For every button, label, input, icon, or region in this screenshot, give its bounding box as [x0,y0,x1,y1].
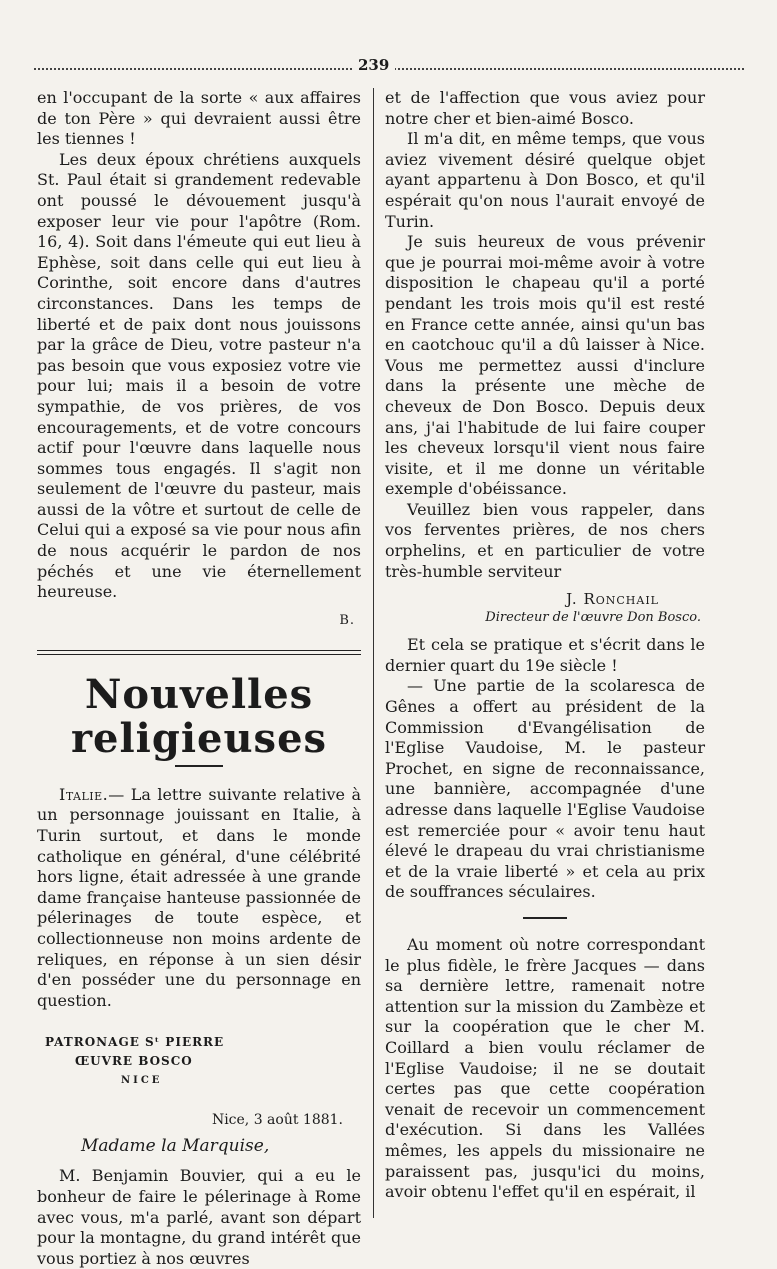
left-paragraph-3: M. Benjamin Bouvier, qui a eu le bonheur de faire le pélerinage à Rome avec vous, m'a parlé, avant son départ pour la montagne, du grand intérêt que vous portiez à nos œuvres [37,1166,361,1268]
letterhead-line-2: ŒUVRE BOSCO [75,1054,193,1069]
letter-signature-name: J. Ronchail [566,590,659,609]
letter-dateline: Nice, 3 août 1881. [211,1112,343,1129]
letterhead-line-3: NICE [121,1075,163,1087]
right-paragraph-1: et de l'affection que vous aviez pour notre cher et bien-aimé Bosco. [385,88,705,128]
letterhead [37,1033,361,1090]
letter-signature-title: Directeur de l'œuvre Don Bosco. [485,610,701,626]
section-rule-top-2 [37,654,361,655]
right-paragraph-7: Au moment où notre correspondant le plus fidèle, le frère Jacques — dans sa dernière lettre, ramenait notre attention sur la mission du Zambèze et sur la coopération que le cher M. Coillard a bien voulu réclamer de l'Eglise Vaudoise; il ne se doutait certes pas que cette coopération venait de recevoir un commencement d'exécution. Si dans les Vallées mêmes, les appels du missionaire ne paraissent pas, jusqu'ici du moins, avoir obtenu l'effet qu'il en espérait, il [385,934,705,1202]
right-paragraph-3: Je suis heureux de vous prévenir que je pourrai moi-même avoir à votre disposition le chapeau qu'il a porté pendant les trois mois qu'il est resté en France cette année, ainsi qu'un bas en caotchouc qu'il a dû laisser à Nice. Vous me permettez aussi d'inclure dans la présente une mèche de cheveux de Don Bosco. Depuis deux ans, j'ai l'habitude de lui faire couper les cheveux lorsqu'il vient nous faire visite, et il me donne un véritable exemple d'obéissance. [385,232,705,499]
italie-text: — La lettre suivante relative à un personnage jouissant en Italie, à Turin surtout, et dans le monde catholique en général, d'une célébrité hors ligne, était adressée à une grande dame française hanteuse passionnée de pélerinages de toute espèce, et collectionneuse non moins ardente de reliques, en réponse à un sien désir d'en posséder une du personnage en question. [37,784,361,1010]
right-paragraph-2: Il m'a dit, en même temps, que vous aviez vivement désiré quelque objet ayant appartenu à Don Bosco, et qu'il espérait qu'on nous l'aurait envoyé de Turin. [385,129,705,231]
letter-salutation: Madame la Marquise, [81,1136,270,1157]
page-header [34,56,744,82]
italie-label: Italie. [59,784,109,804]
news-separator [523,917,567,919]
right-paragraph-4: Veuillez bien vous rappeler, dans vos ferventes prières, de nos chers orphelins, et en particulier de votre très-humble serviteur [385,499,705,581]
left-column [37,88,361,1269]
page-number: 239 [352,56,395,74]
right-paragraph-5: Et cela se pratique et s'écrit dans le dernier quart du 19e siècle ! [385,635,705,675]
article-signature: B. [339,612,355,628]
section-title: Nouvelles religieuses [70,670,328,762]
right-column [385,88,705,1203]
right-paragraph-6: — Une partie de la scolaresca de Gênes a offert au président de la Commission d'Evangélisation de l'Eglise Vaudoise, M. le pasteur Prochet, en signe de reconnaissance, une bannière, accompagnée d'une adresse dans laquelle l'Eglise Vaudoise est remerciée pour « avoir tenu haut élevé le drapeau du vrai christianisme et de la vraie liberté » et cela au prix de souffrances séculaires. [385,676,705,902]
left-paragraph-2: Les deux époux chrétiens auxquels St. Paul était si grandement redevable ont poussé le dévouement jusqu'à exposer leur vie pour l'apôtre (Rom. 16, 4). Soit dans l'émeute qui eut lieu à Ephèse, soit dans celle qui eut lieu à Corinthe, soit encore dans d'autres circonstances. Dans les temps de liberté et de paix dont nous jouissons par la grâce de Dieu, votre pasteur n'a pas besoin que vous exposiez votre vie pour lui; mais il a besoin de votre sympathie, de vos prières, de vos encouragements, et de votre concours actif pour l'œuvre dans laquelle nous sommes tous engagés. Il s'agit non seulement de l'œuvre du pasteur, mais aussi de la vôtre et surtout de celle de Celui qui a exposé sa vie pour nous afin de nous acquérir le pardon de nos péchés et une vie éternellement heureuse. [37,149,361,602]
section-title-underline [175,765,223,767]
column-divider [373,88,374,1218]
left-paragraph-1: en l'occupant de la sorte « aux affaires de ton Père » qui devraient aussi être les tiennes ! [37,88,361,149]
letterhead-line-1: PATRONAGE Sᵗ PIERRE [45,1035,225,1050]
section-rule-top [37,650,361,651]
